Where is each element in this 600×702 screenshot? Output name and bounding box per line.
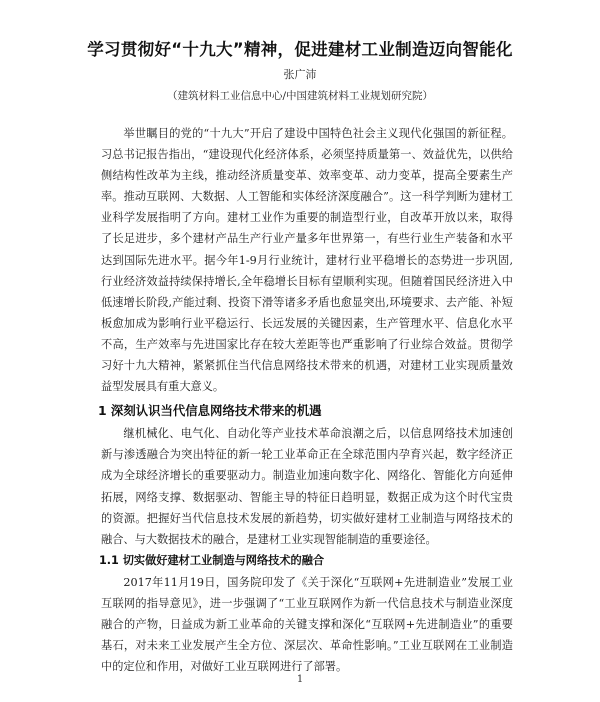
author-name: 张广沛	[283, 68, 317, 81]
author-affiliation: （建筑材料工业信息中心/中国建筑材料工业规划研究院）	[166, 90, 434, 102]
page-number: 1	[296, 674, 304, 685]
section-1-1-paragraph: 2017年11月19日，国务院印发了《关于深化“互联网+先进制造业”发展工业互联网的指导意见》，进一步强调了“工业互联网作为新一代信息技术与制造业深度融合的产物，日益成为新工业革命的关键支撑和深化“互联网+先进制造业”的重要基石，对未来工业发展产生全方位、深层次、革命性影响。”工业互联网在工业制造中的定位和作用，对做好工业互联网进行了部署。	[101, 575, 513, 674]
section-1-1-heading: 1.1 切实做好建材工业制造与网络技术的融合	[99, 553, 325, 567]
article-body	[98, 123, 513, 677]
paper-title: 学习贯彻好“十九大”精神，促进建材工业制造迈向智能化	[87, 40, 513, 59]
section-1-heading: 1 深刻认识当代信息网络技术带来的机遇	[98, 403, 322, 419]
intro-paragraph: 举世瞩目的党的“十九大”开启了建设中国特色社会主义现代化强国的新征程。习总书记报告指出，“建设现代化经济体系，必须坚持质量第一、效益优先，以供给侧结构性改革为主线，推动经济质量变革、效率变革、动力变革，提高全要素生产率。推动互联网、大数据、人工智能和实体经济深度融合”。这一科学判断为建材工业科学发展指明了方向。建材工业作为重要的制造型行业，自改革开放以来，取得了长足进步，多个建材产品生产行业产量多年世界第一，有些行业生产装备和水平达到国际先进水平。据今年1-9月行业统计，建材行业平稳增长的态势进一步巩固,行业经济效益持续保持增长,全年稳增长目标有望顺利实现。但随着国民经济进入中低速增长阶段,产能过剩、投资下滑等诸多矛盾也愈显突出,环境要求、去产能、补短板愈加成为影响行业平稳运行、长远发展的关键因素，生产管理水平、信息化水平不高，生产效率与先进国家比存在较大差距等也严重影响了行业综合效益。贯彻学习好十九大精神，紧紧抓住当代信息网络技术带来的机遇，对建材工业实现质量效益型发展具有重大意义。	[101, 127, 513, 394]
section-1-paragraph: 继机械化、电气化、自动化等产业技术革命浪潮之后，以信息网络技术加速创新与渗透融合为突出特征的新一轮工业革命正在全球范围内孕育兴起，数字经济正成为全球经济增长的重要驱动力。制造业加速向数字化、网络化、智能化方向延伸拓展，网络支撑、数据驱动、智能主导的特征日趋明显，数据正成为这个时代宝贵的资源。把握好当代信息技术发展的新趋势，切实做好建材工业制造与网络技术的融合、与大数据技术的融合，是建材工业实现智能制造的重要途径。	[101, 427, 513, 546]
